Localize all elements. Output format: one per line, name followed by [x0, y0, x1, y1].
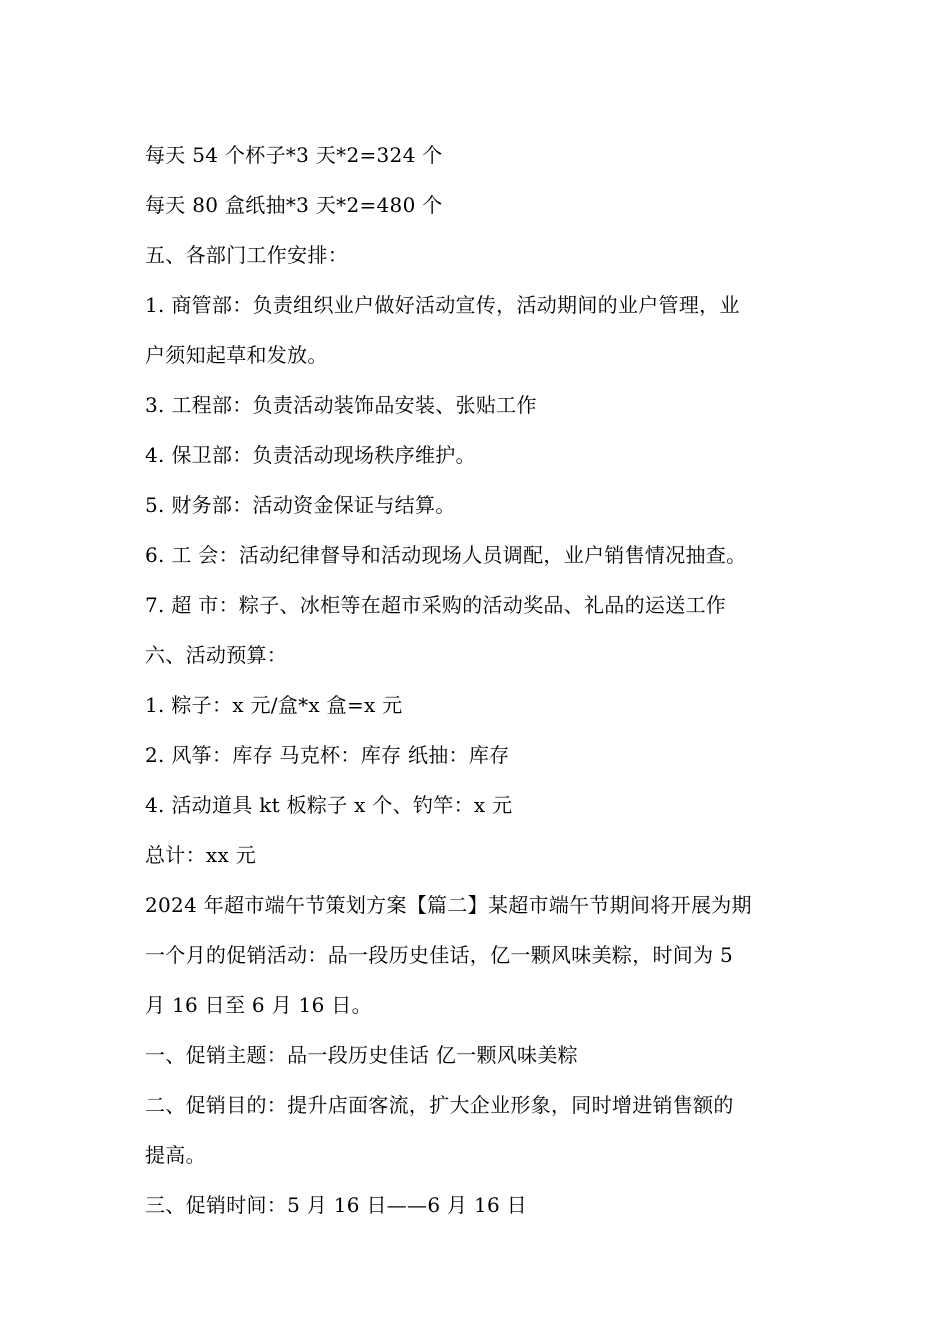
text-line: 6. 工 会：活动纪律督导和活动现场人员调配，业户销售情况抽查。	[145, 543, 747, 567]
text-line: 每天 54 个杯子*3 天*2=324 个	[145, 143, 443, 167]
text-line: 总计：xx 元	[145, 843, 257, 867]
text-line: 4. 保卫部：负责活动现场秩序维护。	[145, 443, 476, 467]
text-line: 3. 工程部：负责活动装饰品安装、张贴工作	[145, 393, 537, 417]
document-body	[145, 130, 810, 1230]
text-line: 2. 风筝：库存 马克杯：库存 纸抽：库存	[145, 743, 510, 767]
text-line: 月 16 日至 6 月 16 日。	[145, 993, 372, 1017]
text-line: 一个月的促销活动：品一段历史佳话，亿一颗风味美粽，时间为 5	[145, 943, 734, 967]
section-heading: 六、活动预算：	[145, 643, 288, 667]
text-line: 一、促销主题：品一段历史佳话 亿一颗风味美粽	[145, 1043, 578, 1067]
text-line: 二、促销目的：提升店面客流，扩大企业形象，同时增进销售额的	[145, 1093, 734, 1117]
text-line: 1. 商管部：负责组织业户做好活动宣传，活动期间的业户管理，业	[145, 293, 740, 317]
text-line: 4. 活动道具 kt 板粽子 x 个、钓竿：x 元	[145, 793, 513, 817]
text-line: 三、促销时间：5 月 16 日——6 月 16 日	[145, 1193, 527, 1217]
text-line: 7. 超 市：粽子、冰柜等在超市采购的活动奖品、礼品的运送工作	[145, 593, 727, 617]
text-line: 5. 财务部：活动资金保证与结算。	[145, 493, 456, 517]
section-heading: 五、各部门工作安排：	[145, 243, 348, 267]
text-line: 2024 年超市端午节策划方案【篇二】某超市端午节期间将开展为期	[145, 893, 752, 917]
text-line: 提高。	[145, 1143, 206, 1167]
text-line: 每天 80 盒纸抽*3 天*2=480 个	[145, 193, 443, 217]
text-line: 1. 粽子：x 元/盒*x 盒=x 元	[145, 693, 403, 717]
text-line: 户须知起草和发放。	[145, 343, 328, 367]
